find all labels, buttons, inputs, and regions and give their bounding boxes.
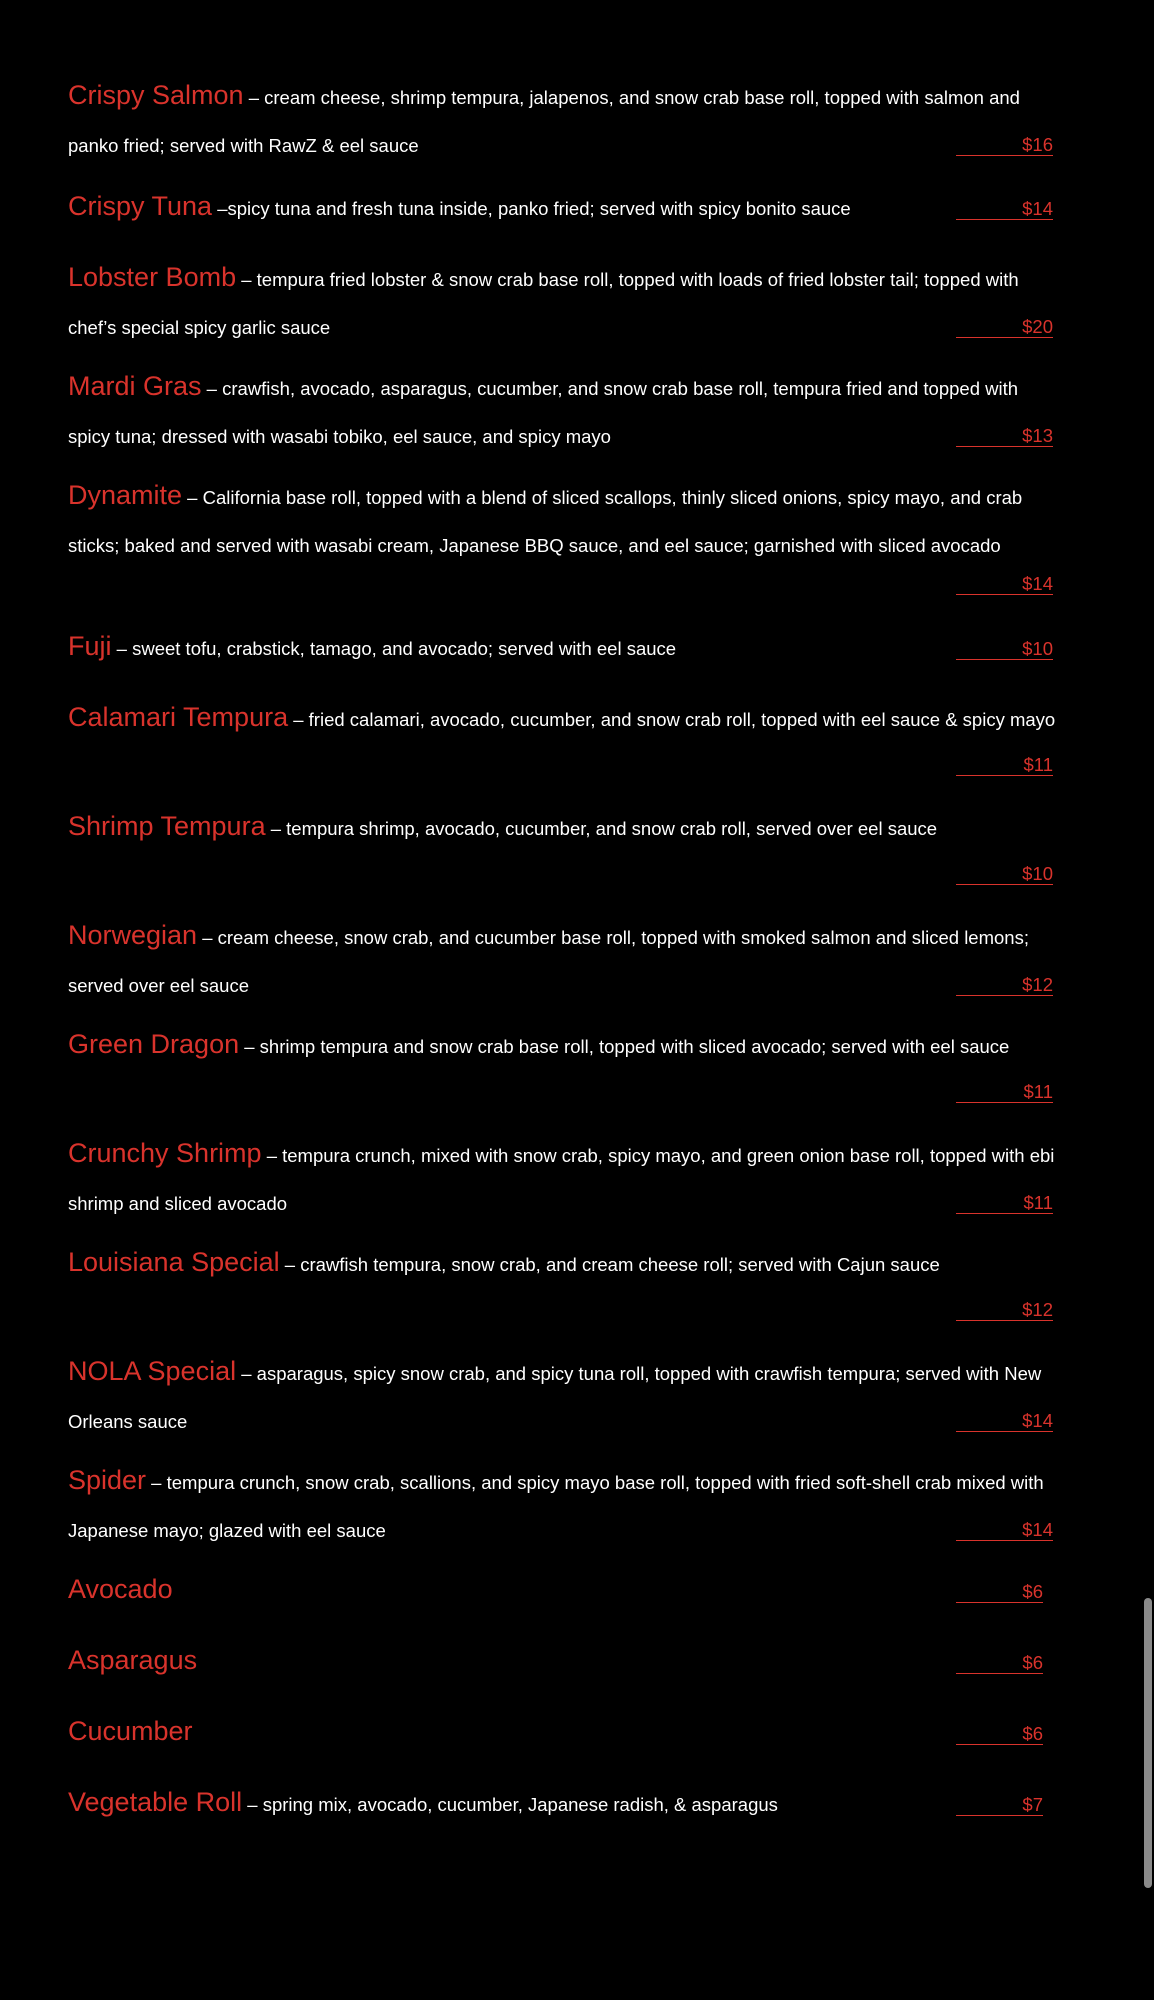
item-name: Norwegian bbox=[68, 920, 198, 950]
menu-item-line-1 bbox=[68, 920, 1029, 951]
item-description: – tempura shrimp, avocado, cucumber, and snow crab roll, served over eel sauce bbox=[265, 818, 938, 839]
menu-item-line-1 bbox=[68, 1356, 1041, 1387]
item-name: Green Dragon bbox=[68, 1029, 240, 1059]
item-description: – fried calamari, avocado, cucumber, and snow crab roll, topped with eel sauce & spicy mayo bbox=[288, 709, 1056, 730]
item-description-continued: served over eel sauce bbox=[68, 975, 249, 996]
item-price: $10 bbox=[956, 864, 1053, 885]
item-price: $14 bbox=[956, 1520, 1053, 1541]
item-description: – tempura crunch, mixed with snow crab, spicy mayo, and green onion base roll, topped with ebi bbox=[261, 1145, 1055, 1166]
item-description: – spring mix, avocado, cucumber, Japanese radish, & asparagus bbox=[242, 1794, 778, 1815]
menu-item-line-1 bbox=[68, 1465, 1044, 1496]
item-description-continued: panko fried; served with RawZ & eel sauce bbox=[68, 135, 419, 156]
item-name: NOLA Special bbox=[68, 1356, 237, 1386]
item-price: $11 bbox=[956, 1082, 1053, 1103]
menu-item-line-1 bbox=[68, 811, 937, 842]
item-name: Crispy Tuna bbox=[68, 191, 213, 221]
menu-item-line-1 bbox=[68, 1645, 197, 1676]
item-price: $14 bbox=[956, 199, 1053, 220]
menu-item-line-1 bbox=[68, 1029, 1009, 1060]
item-name: Lobster Bomb bbox=[68, 262, 237, 292]
item-description: – tempura fried lobster & snow crab base roll, topped with loads of fried lobster tail; topped with bbox=[236, 269, 1019, 290]
item-price: $14 bbox=[956, 1411, 1053, 1432]
item-price: $11 bbox=[956, 1193, 1053, 1214]
item-description-continued: shrimp and sliced avocado bbox=[68, 1193, 288, 1214]
item-name: Cucumber bbox=[68, 1716, 193, 1746]
item-name: Dynamite bbox=[68, 480, 183, 510]
menu-item-line-1 bbox=[68, 262, 1019, 293]
item-name: Vegetable Roll bbox=[68, 1787, 243, 1817]
menu-item-line-1 bbox=[68, 1138, 1054, 1169]
item-price: $12 bbox=[956, 1300, 1053, 1321]
menu-item-line-1 bbox=[68, 80, 1020, 111]
menu-item-line-1 bbox=[68, 1574, 173, 1605]
item-description: – tempura crunch, snow crab, scallions, and spicy mayo base roll, topped with fried soft-shell crab mixed with bbox=[146, 1472, 1044, 1493]
item-description: – crawfish, avocado, asparagus, cucumber, and snow crab base roll, tempura fried and topped with bbox=[201, 378, 1019, 399]
menu-item-line-1 bbox=[68, 1716, 193, 1747]
item-price: $16 bbox=[956, 135, 1053, 156]
item-price: $13 bbox=[956, 426, 1053, 447]
item-name: Mardi Gras bbox=[68, 371, 202, 401]
item-description: – asparagus, spicy snow crab, and spicy tuna roll, topped with crawfish tempura; served with New bbox=[236, 1363, 1042, 1384]
item-description-continued: Japanese mayo; glazed with eel sauce bbox=[68, 1520, 386, 1541]
scrollbar-thumb[interactable] bbox=[1144, 1598, 1152, 1888]
item-description: – cream cheese, snow crab, and cucumber base roll, topped with smoked salmon and sliced lemons; bbox=[197, 927, 1029, 948]
menu-item-line-1 bbox=[68, 702, 1055, 733]
item-description-continued: chef’s special spicy garlic sauce bbox=[68, 317, 331, 338]
item-name: Crunchy Shrimp bbox=[68, 1138, 262, 1168]
item-name: Calamari Tempura bbox=[68, 702, 289, 732]
menu-item-line-1 bbox=[68, 1247, 940, 1278]
item-name: Fuji bbox=[68, 631, 112, 661]
item-description: – California base roll, topped with a blend of sliced scallops, thinly sliced onions, spicy mayo, and crab bbox=[182, 487, 1023, 508]
item-name: Asparagus bbox=[68, 1645, 198, 1675]
item-price: $10 bbox=[956, 639, 1053, 660]
item-price: $6 bbox=[956, 1582, 1043, 1603]
menu-item-line-1 bbox=[68, 1787, 778, 1818]
menu-item-line-1 bbox=[68, 631, 676, 662]
menu-item-line-1 bbox=[68, 371, 1018, 402]
item-name: Avocado bbox=[68, 1574, 173, 1604]
item-price: $7 bbox=[956, 1795, 1043, 1816]
item-price: $11 bbox=[956, 755, 1053, 776]
item-name: Louisiana Special bbox=[68, 1247, 280, 1277]
item-price: $6 bbox=[956, 1653, 1043, 1674]
item-price: $14 bbox=[956, 574, 1053, 595]
item-description: – cream cheese, shrimp tempura, jalapenos, and snow crab base roll, topped with salmon and bbox=[243, 87, 1020, 108]
menu-item-line-1 bbox=[68, 480, 1022, 511]
item-description: –spicy tuna and fresh tuna inside, panko fried; served with spicy bonito sauce bbox=[212, 198, 851, 219]
item-description: – sweet tofu, crabstick, tamago, and avocado; served with eel sauce bbox=[111, 638, 677, 659]
item-price: $20 bbox=[956, 317, 1053, 338]
item-name: Spider bbox=[68, 1465, 147, 1495]
item-name: Crispy Salmon bbox=[68, 80, 244, 110]
item-description-continued: sticks; baked and served with wasabi cream, Japanese BBQ sauce, and eel sauce; garnished with sliced avocado bbox=[68, 535, 1001, 556]
menu-item-line-1 bbox=[68, 191, 851, 222]
item-name: Shrimp Tempura bbox=[68, 811, 266, 841]
item-description-continued: Orleans sauce bbox=[68, 1411, 188, 1432]
item-description-continued: spicy tuna; dressed with wasabi tobiko, eel sauce, and spicy mayo bbox=[68, 426, 611, 447]
item-description: – crawfish tempura, snow crab, and cream cheese roll; served with Cajun sauce bbox=[279, 1254, 940, 1275]
item-price: $12 bbox=[956, 975, 1053, 996]
item-description: – shrimp tempura and snow crab base roll, topped with sliced avocado; served with eel sauce bbox=[239, 1036, 1010, 1057]
item-price: $6 bbox=[956, 1724, 1043, 1745]
